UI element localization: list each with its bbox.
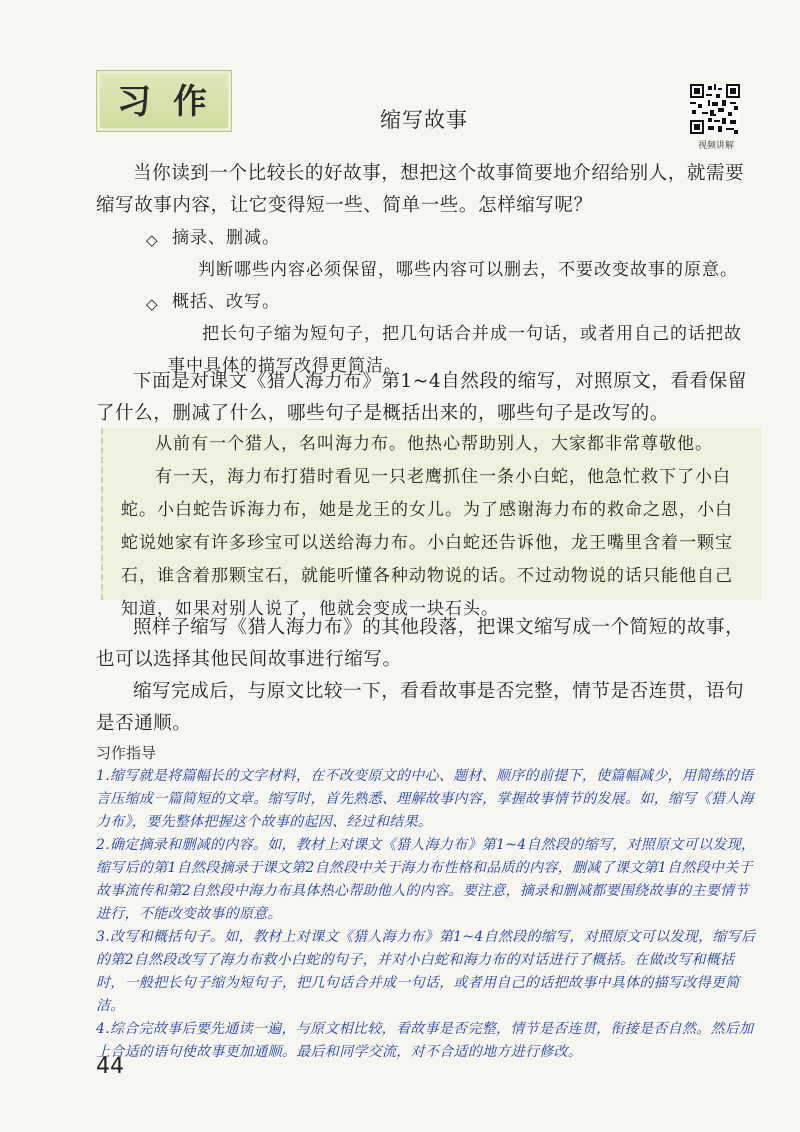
example-paragraph-1: 从前有一个猎人，名叫海力布。他热心帮助别人，大家都非常尊敬他。 [155, 434, 713, 454]
page-title: 缩写故事 [380, 108, 468, 132]
page-number: 44 [96, 1054, 124, 1079]
method-2-desc: 把长句子缩为短句子，把几句话合并成一句话，或者用自己的话把故事中具体的描写改得更简洁。 [168, 324, 742, 376]
qr-label: 视频讲解 [697, 141, 734, 151]
example-intro: 下面是对课文《猎人海力布》第1~4自然段的缩写，对照原文，看看保留了什么，删减了什么，哪些句子是概括出来的，哪些句子是改写的。 [96, 371, 747, 424]
method-1-desc: 判断哪些内容必须保留，哪些内容可以删去，不要改变故事的原意。 [198, 260, 738, 280]
qr-code-icon[interactable] [690, 84, 740, 134]
guide-heading: 习作指导 [96, 744, 157, 762]
task-paragraph-1: 照样子缩写《猎人海力布》的其他段落，把课文缩写成一个简短的故事，也可以选择其他民间故事进行缩写。 [96, 617, 745, 670]
intro-paragraph: 当你读到一个比较长的好故事，想把这个故事简要地介绍给别人，就需要缩写故事内容，让它变得短一些、简单一些。怎样缩写呢？ [96, 163, 745, 216]
example-box [101, 428, 761, 619]
method-1-bullet: ◇ [146, 231, 159, 249]
guide-item-3: 3.改写和概括句子。如，教材上对课文《猎人海力布》第1~4自然段的缩写，对照原文可以发现，缩写后的第2自然段改写了海力布救小白蛇的句子，并对小白蛇和海力布的对话进行了概括。在做改写和概括时，一般把长句子缩为短句子，把几句话合并成一句话，或者用自己的话把故事中具体的描写改得更简洁。 [96, 929, 756, 1014]
method-2-heading: 概括、改写。 [172, 292, 280, 312]
example-paragraph-2: 有一天，海力布打猎时看见一只老鹰抓住一条小白蛇，他急忙救下了小白蛇。小白蛇告诉海力布，她是龙王的女儿。为了感谢海力布的救命之恩，小白蛇说她家有许多珍宝可以送给海力布。小白蛇还告诉他，龙王嘴里含着一颗宝石，谁含着那颗宝石，就能听懂各种动物说的话。不过动物说的话只能他自己知道，如果对别人说了，他就会变成一块石头。 [121, 467, 733, 619]
section-badge: 习作 [96, 70, 232, 132]
guide-item-4: 4.综合完故事后要先通读一遍，与原文相比较，看故事是否完整，情节是否连贯，衔接是否自然。然后加上合适的语句使故事更加通顺。最后和同学交流，对不合适的地方进行修改。 [96, 1021, 754, 1060]
task-paragraph-2: 缩写完成后，与原文比较一下，看看故事是否完整，情节是否连贯，语句是否通顺。 [96, 681, 745, 734]
guide-item-2: 2.确定摘录和删减的内容。如，教材上对课文《猎人海力布》第1~4自然段的缩写，对照原文可以发现，缩写后的第1自然段摘录于课文第2自然段中关于海力布性格和品质的内容，删减了课文第1自然段中关于故事流传和第2自然段中海力布具体热心帮助他人的内容。要注意，摘录和删减都要围绕故事的主要情节进行，不能改变故事的原意。 [96, 837, 756, 922]
guide-item-1: 1.缩写就是将篇幅长的文字材料，在不改变原文的中心、题材、顺序的前提下，使篇幅减少，用简练的语言压缩成一篇简短的文章。缩写时，首先熟悉、理解故事内容，掌握故事情节的发展。如，缩写《猎人海力布》，要先整体把握这个故事的起因、经过和结果。 [96, 768, 754, 830]
method-2-bullet: ◇ [146, 295, 159, 313]
method-1-heading: 摘录、删减。 [172, 228, 280, 248]
guide-notes [96, 765, 756, 1064]
